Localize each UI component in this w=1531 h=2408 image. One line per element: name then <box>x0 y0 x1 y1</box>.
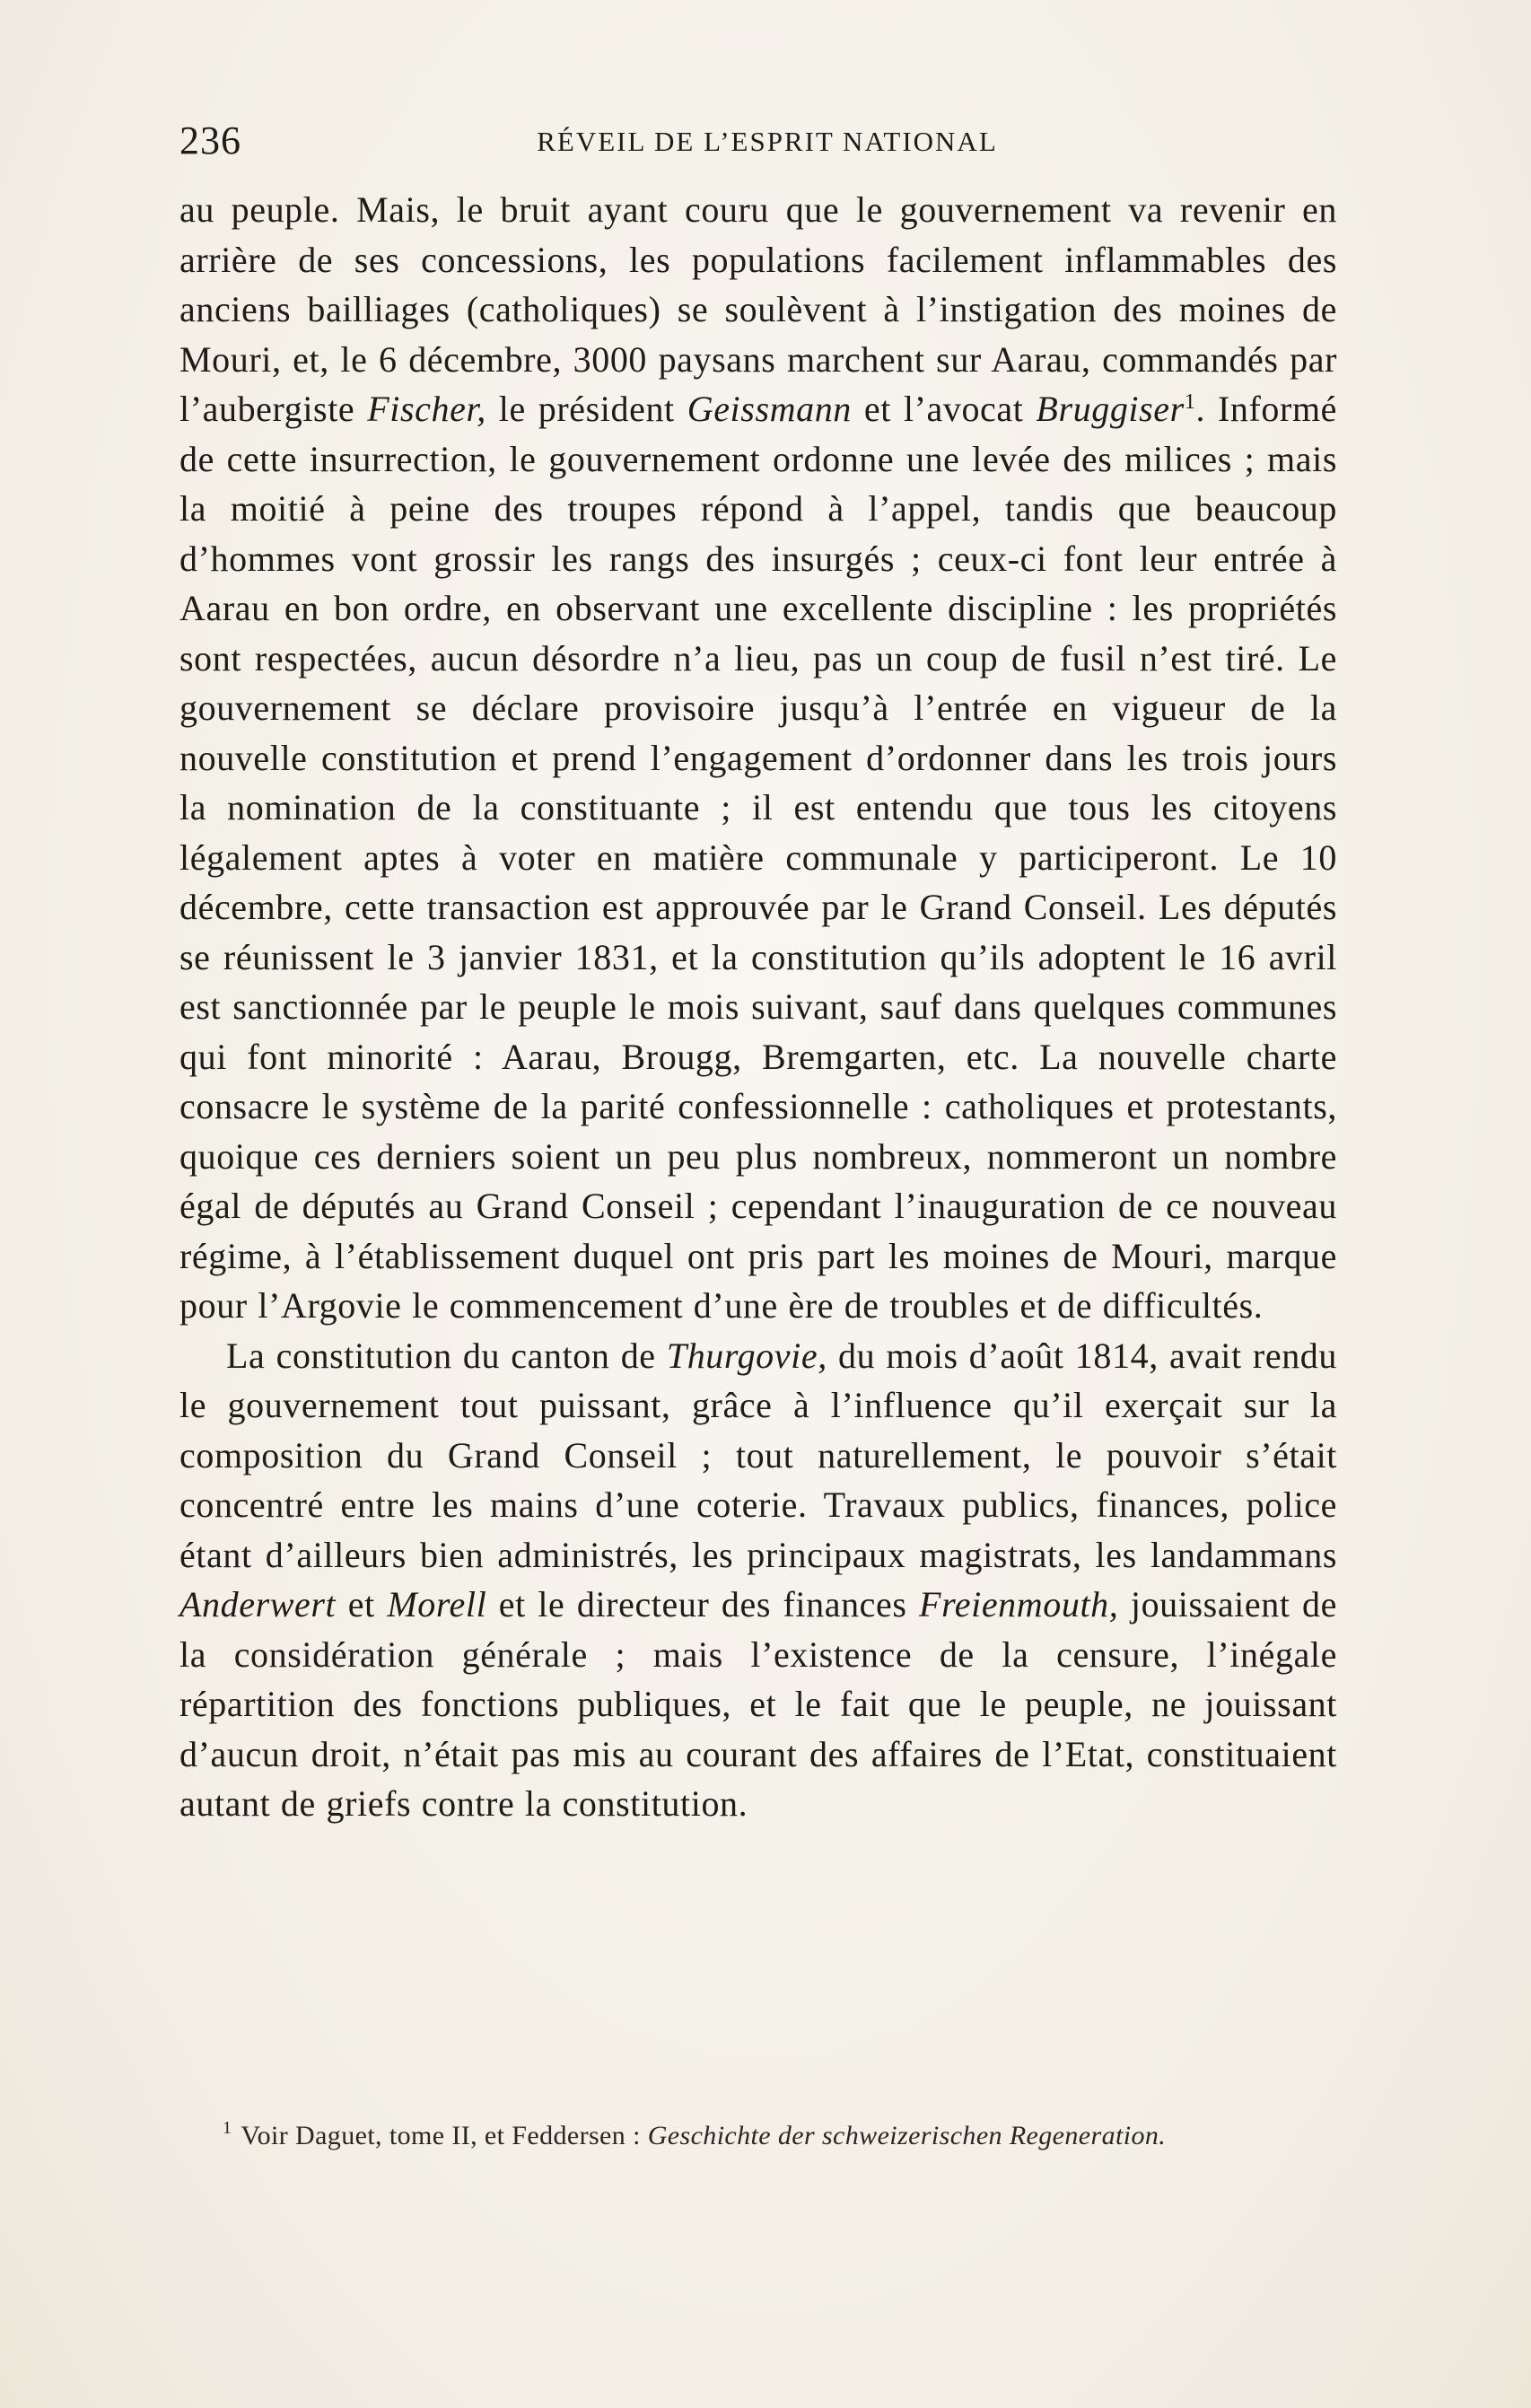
page-header <box>179 118 1355 163</box>
running-title: RÉVEIL DE L’ESPRIT NATIONAL <box>537 126 998 157</box>
name-morell: Morell <box>387 1584 487 1624</box>
body-text <box>179 185 1337 1829</box>
name-freienmouth: Freienmouth, <box>919 1584 1119 1624</box>
footnote <box>179 2109 1337 2155</box>
name-bruggiser: Bruggiser <box>1036 389 1185 429</box>
paragraph-1-text-1: au peuple. Mais, le bruit ayant couru que le gouvernement va revenir en arrière de ses concessions, les populations facilement inflammables des anciens bailliages (catholiques) se soulèvent à l’instigation des moines de Mouri, et, le 6 décembre, 3000 paysans marchent sur Aarau, commandés par l’aubergiste <box>179 189 1337 429</box>
paragraph-2-text-5: jouissaient de la considération générale ; mais l’existence de la censure, l’inégale répartition des fonctions publiques, et le fait que le peuple, ne jouissant d’aucun droit, n’était pas mis au courant des affaires de l’Etat, constituaient autant de griefs contre la constitution. <box>179 1584 1337 1824</box>
page-number: 236 <box>179 118 241 162</box>
footnote-text: Voir Daguet, tome II, et Feddersen : <box>241 2121 648 2150</box>
name-fischer: Fischer, <box>367 389 486 429</box>
name-thurgovie: Thurgovie, <box>666 1335 827 1376</box>
paragraph-2-text-1: La constitution du canton de <box>226 1335 667 1376</box>
name-geissmann: Geissmann <box>687 389 852 429</box>
paragraph-2 <box>179 1331 1337 1829</box>
paragraph-1 <box>179 185 1337 1331</box>
paragraph-2-text-2: du mois d’août 1814, avait rendu le gouvernement tout puissant, grâce à l’influence qu’il exerçait sur la composition du Grand Conseil ; tout naturellement, le pouvoir s’était concentré entre les mains d’une coterie. Travaux publics, finances, police étant d’ailleurs bien administrés, les principaux magistrats, les landammans <box>179 1335 1337 1575</box>
paragraph-1-text-3: et l’avocat <box>851 389 1037 429</box>
paragraph-1-text-2: le président <box>486 389 687 429</box>
paragraph-1-text-4: . Informé de cette insurrection, le gouvernement ordonne une levée des milices ; mais la moitié à peine des troupes répond à l’appel, tandis que beaucoup d’hommes vont grossir les rangs des insurgés ; ceux-ci font leur entrée à Aarau en bon ordre, en observant une excellente discipline : les propriétés sont respectées, aucun désordre n’a lieu, pas un coup de fusil n’est tiré. Le gouvernement se déclare provisoire jusqu’à l’entrée en vigueur de la nouvelle constitution et prend l’engagement d’ordonner dans les trois jours la nomination de la constituante ; il est entendu que tous les citoyens légalement aptes à voter en matière communale y participeront. Le 10 décembre, cette transaction est approuvée par le Grand Conseil. Les députés se réunissent le 3 janvier 1831, et la constitution qu’ils adoptent le 16 avril est sanctionnée par le peuple le mois suivant, sauf dans quelques communes qui font minorité : Aarau, Brougg, Bremgarten, etc. La nouvelle charte consacre le système de la parité confessionnelle : catholiques et protestants, quoique ces derniers soient un peu plus nombreux, nommeront un nombre égal de députés au Grand Conseil ; cependant l’inauguration de ce nouveau régime, à l’établissement duquel ont pris part les moines de Mouri, marque pour l’Argovie le commencement d’une ère de troubles et de difficultés. <box>179 389 1338 1326</box>
paragraph-2-text-3: et <box>336 1584 388 1624</box>
paragraph-2-text-4: et le directeur des finances <box>486 1584 920 1624</box>
footnote-reference: 1 <box>1184 390 1196 414</box>
name-anderwert: Anderwert <box>179 1584 337 1624</box>
footnote-title: Geschichte der schweizerischen Regeneration. <box>647 2121 1167 2150</box>
footnote-mark: 1 <box>223 2118 232 2138</box>
